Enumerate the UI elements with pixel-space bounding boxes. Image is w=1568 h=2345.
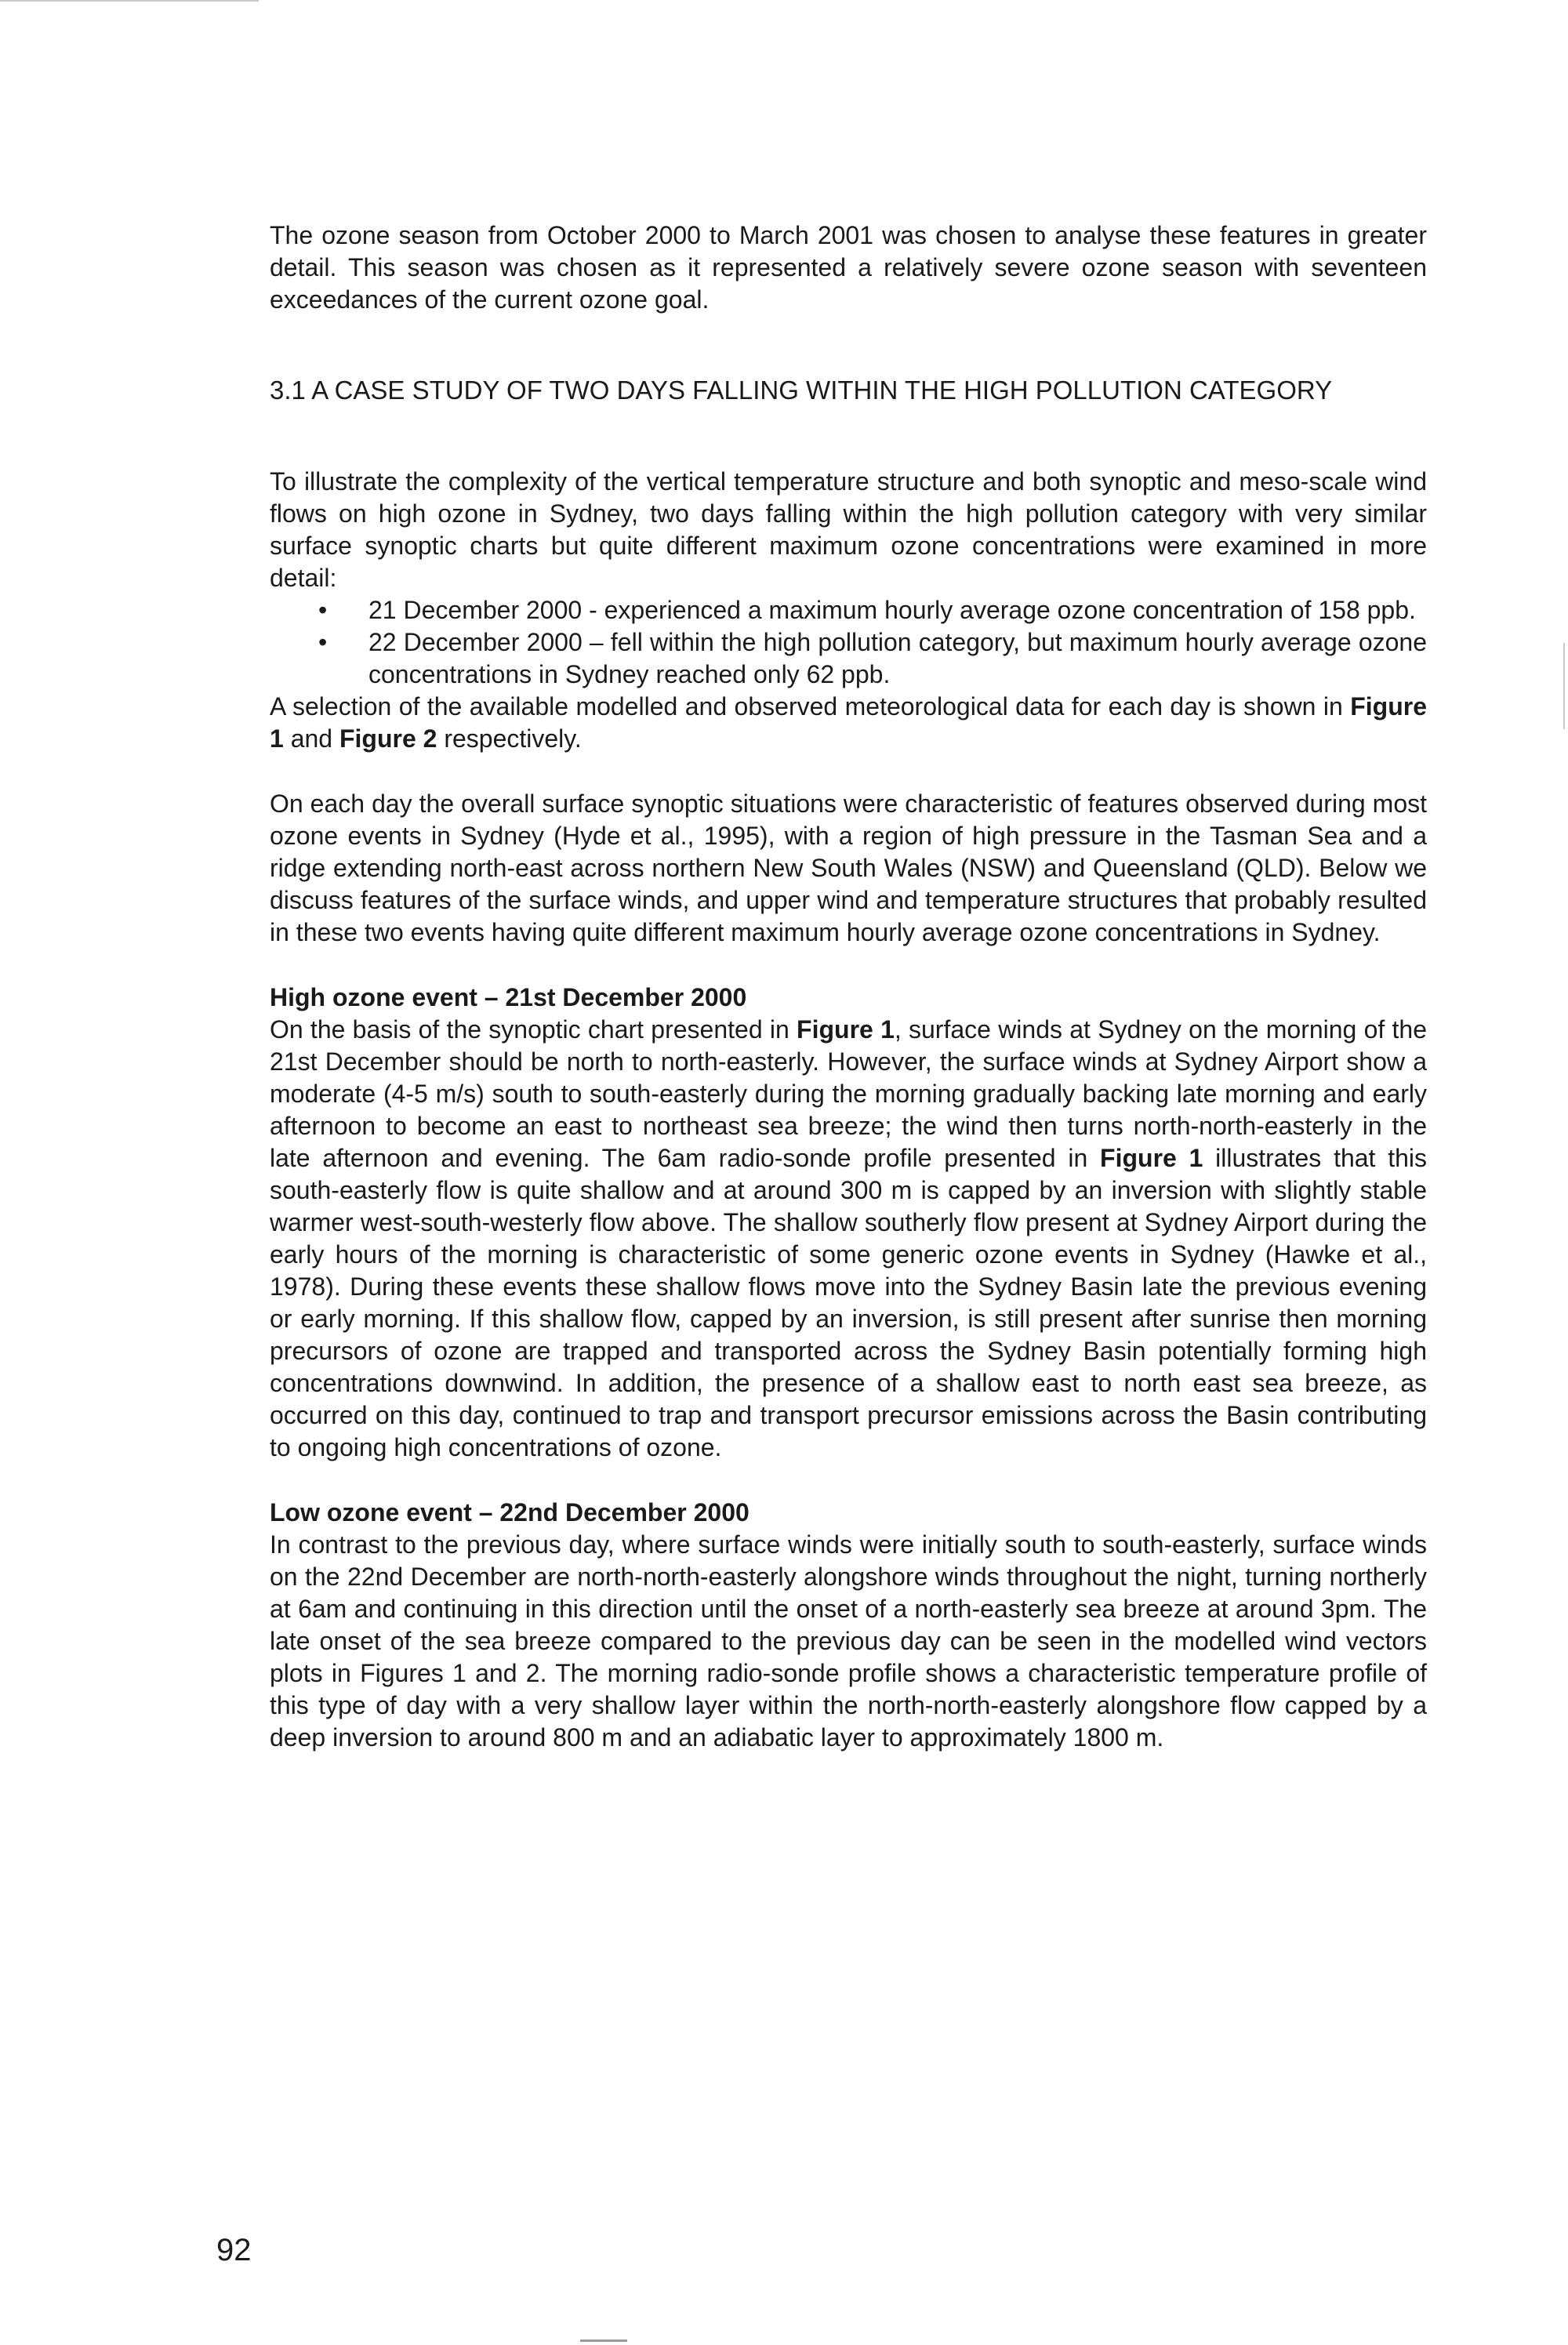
list-item bbox=[270, 594, 1427, 626]
intro-paragraph: The ozone season from October 2000 to March 2001 was chosen to analyse these features in greater detail. This season was chosen as it represented a relatively severe ozone season with seventeen exceedances of the current ozone goal. bbox=[270, 221, 1427, 314]
list-item-text: 22 December 2000 – fell within the high pollution category, but maximum hourly average ozone concentrations in Sydney reached only 62 ppb. bbox=[368, 628, 1427, 688]
high-ozone-paragraph bbox=[270, 1014, 1427, 1464]
figure-reference-paragraph bbox=[270, 691, 1427, 755]
case-study-paragraph: To illustrate the complexity of the vertical temperature structure and both synoptic and meso-scale wind flows on high ozone in Sydney, two days falling within the high pollution category with very similar surface synoptic charts but quite different maximum ozone concentrations were examined in more detail: bbox=[270, 467, 1427, 592]
document-body bbox=[270, 220, 1427, 1754]
list-item-text: 21 December 2000 - experienced a maximum hourly average ozone concentration of 158 ppb. bbox=[368, 596, 1416, 624]
figure-paragraph-tail: respectively. bbox=[437, 724, 582, 753]
figure-1-reference: Figure 1 bbox=[797, 1015, 895, 1044]
figure-paragraph-mid: and bbox=[283, 724, 339, 753]
bullet-icon: • bbox=[318, 628, 328, 656]
figure-2-reference: Figure 2 bbox=[339, 724, 437, 753]
figure-1-reference: Figure 1 bbox=[270, 692, 1427, 753]
scan-artifact-right bbox=[1563, 643, 1565, 729]
low-ozone-paragraph: In contrast to the previous day, where surface winds were initially south to south-easterly, surface winds on the 22nd December are north-north-easterly alongshore winds throughout the night, turning northerly at 6am and continuing in this direction until the onset of a north-easterly sea breeze at around 3pm. The late onset of the sea breeze compared to the previous day can be seen in the modelled wind vectors plots in Figures 1 and 2. The morning radio-sonde profile shows a characteristic temperature profile of this type of day with a very shallow layer within the north-north-easterly alongshore flow capped by a deep inversion to around 800 m and an adiabatic layer to approximately 1800 m. bbox=[270, 1530, 1427, 1751]
figure-paragraph-lead: A selection of the available modelled and observed meteorological data for each day is shown in bbox=[270, 692, 1351, 721]
list-item bbox=[270, 626, 1427, 691]
date-list bbox=[270, 594, 1427, 691]
section-heading: 3.1 A CASE STUDY OF TWO DAYS FALLING WITHIN THE HIGH POLLUTION CATEGORY bbox=[270, 376, 1333, 405]
bullet-icon: • bbox=[318, 596, 328, 624]
high-ozone-text-c: illustrates that this south-easterly flow is quite shallow and at around 300 m is capped by an inversion with slightly stable warmer west-south-westerly flow above. The shallow southerly flow present at Sydney Airport during the early hours of the morning is characteristic of some generic ozone events in Sydney (Hawke et al., 1978). During these events these shallow flows move into the Sydney Basin late the previous evening or early morning. If this shallow flow, capped by an inversion, is still present after sunrise then morning precursors of ozone are trapped and transported across the Sydney Basin potentially forming high concentrations downwind. In addition, the presence of a shallow east to north east sea breeze, as occurred on this day, continued to trap and transport precursor emissions across the Basin contributing to ongoing high concentrations of ozone. bbox=[270, 1144, 1428, 1461]
page-number: 92 bbox=[216, 2233, 252, 2267]
high-ozone-text-a: On the basis of the synoptic chart presented in bbox=[270, 1015, 797, 1044]
figure-1-reference: Figure 1 bbox=[1100, 1144, 1203, 1172]
scan-artifact-bottom bbox=[580, 2340, 627, 2342]
synoptic-paragraph: On each day the overall surface synoptic situations were characteristic of features observed during most ozone events in Sydney (Hyde et al., 1995), with a region of high pressure in the Tasman Sea and a ridge extending north-east across northern New South Wales (NSW) and Queensland (QLD). Below we discuss features of the surface winds, and upper wind and temperature structures that probably resulted in these two events having quite different maximum hourly average ozone concentrations in Sydney. bbox=[270, 790, 1427, 946]
scan-artifact-top bbox=[0, 0, 259, 2]
high-ozone-text-b: , surface winds at Sydney on the morning of the 21st December should be north to north-easterly. However, the surface winds at Sydney Airport show a moderate (4-5 m/s) south to south-easterly during the morning gradually backing late morning and early afternoon to become an east to northeast sea breeze; the wind then turns north-north-easterly in the late afternoon and evening. The 6am radio-sonde profile presented in bbox=[270, 1015, 1428, 1172]
high-ozone-heading: High ozone event – 21st December 2000 bbox=[270, 983, 747, 1011]
low-ozone-heading: Low ozone event – 22nd December 2000 bbox=[270, 1498, 750, 1526]
